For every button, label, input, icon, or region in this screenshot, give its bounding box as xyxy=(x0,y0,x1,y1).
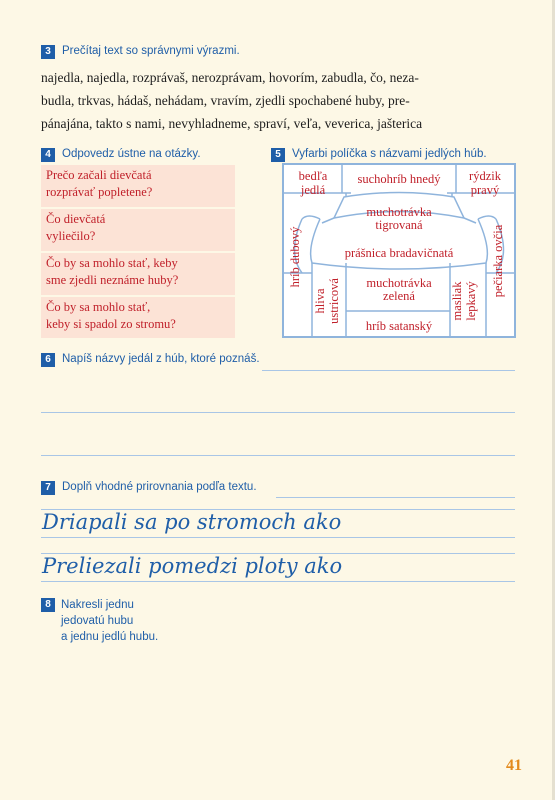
question-text: Čo by sa mohlo stať, keby xyxy=(46,256,178,270)
question-2 xyxy=(41,209,235,251)
cell-masliak-2: lepkavý xyxy=(464,281,478,321)
cell-tigrovana-2: tigrovaná xyxy=(375,218,423,232)
question-text: Čo by sa mohlo stať, xyxy=(46,300,151,314)
answer-line[interactable] xyxy=(41,455,515,456)
page-number: 41 xyxy=(506,757,522,774)
task-5-number: 5 xyxy=(271,148,285,162)
cell-zelena-1: muchotrávka xyxy=(366,276,432,290)
task-3-words xyxy=(41,66,521,135)
mushroom-coloring-grid xyxy=(282,163,516,338)
task-3-line: pánajána, takto s nami, nevyhladneme, spraví, veľa, veverica, jašterica xyxy=(41,116,423,131)
answer-line[interactable] xyxy=(262,370,515,371)
cell-satansky: hríb satanský xyxy=(365,319,433,333)
cell-hliva-1: hliva xyxy=(313,288,327,314)
question-text: Čo dievčatá xyxy=(46,212,106,226)
task-8-line: jedovatú hubu xyxy=(61,615,134,627)
handwritten-prompt-1: Driapali sa po stromoch ako xyxy=(42,510,342,534)
question-text: vyliečilo? xyxy=(46,229,96,243)
question-1 xyxy=(41,165,235,207)
cell-suchohrib: suchohríb hnedý xyxy=(357,172,441,186)
cell-prasnica: prášnica bradavičnatá xyxy=(344,246,454,260)
task-6-heading: Napíš názvy jedál z húb, ktoré poznáš. xyxy=(62,353,260,365)
question-text: keby si spadol zo stromu? xyxy=(46,317,176,331)
task-3-heading: Prečítaj text so správnymi výrazmi. xyxy=(62,45,240,57)
task-8-number: 8 xyxy=(41,598,55,612)
question-text: Prečo začali dievčatá xyxy=(46,168,152,182)
cell-hrib-dubovy: hríb dubový xyxy=(288,226,302,288)
task-5-heading: Vyfarbi políčka s názvami jedlých húb. xyxy=(292,148,487,160)
task-6-number: 6 xyxy=(41,353,55,367)
cell-rydzik-1: rýdzik xyxy=(469,169,501,183)
cell-rydzik-2: pravý xyxy=(470,183,500,197)
task-4-heading: Odpovedz ústne na otázky. xyxy=(62,148,201,160)
cell-bedla-1: bedľa xyxy=(298,169,328,183)
task-3-line: najedla, najedla, rozprávaš, nerozprávam, hovorím, zabudla, čo, neza- xyxy=(41,70,419,85)
cell-masliak-1: masliak xyxy=(450,281,464,321)
task-3-line: budla, trkvas, hádaš, nehádam, vravím, zjedli spochabené huby, pre- xyxy=(41,93,410,108)
cell-bedla-2: jedlá xyxy=(300,183,326,197)
answer-line[interactable] xyxy=(41,412,515,413)
cell-zelena-2: zelená xyxy=(383,289,415,303)
question-text: rozprávať popletene? xyxy=(46,185,153,199)
answer-line[interactable] xyxy=(276,497,515,498)
task-4-number: 4 xyxy=(41,148,55,162)
question-3 xyxy=(41,253,235,295)
task-8-text xyxy=(61,597,158,645)
cell-hliva-2: ustricová xyxy=(327,278,341,324)
task-3-number: 3 xyxy=(41,45,55,59)
question-4 xyxy=(41,297,235,338)
writing-base-line xyxy=(41,581,515,582)
task-8-line: a jednu jedlú hubu. xyxy=(61,631,159,643)
cell-peciarka: pečiarka ovčia xyxy=(491,224,505,298)
cell-tigrovana-1: muchotrávka xyxy=(366,205,432,219)
task-7-heading: Doplň vhodné prirovnania podľa textu. xyxy=(62,481,257,493)
drawing-area[interactable] xyxy=(180,600,515,740)
task-8-line: Nakresli jednu xyxy=(61,599,134,611)
task-7-number: 7 xyxy=(41,481,55,495)
question-text: sme zjedli neznáme huby? xyxy=(46,273,179,287)
handwritten-prompt-2: Preliezali pomedzi ploty ako xyxy=(42,554,343,578)
writing-base-line xyxy=(41,537,515,538)
